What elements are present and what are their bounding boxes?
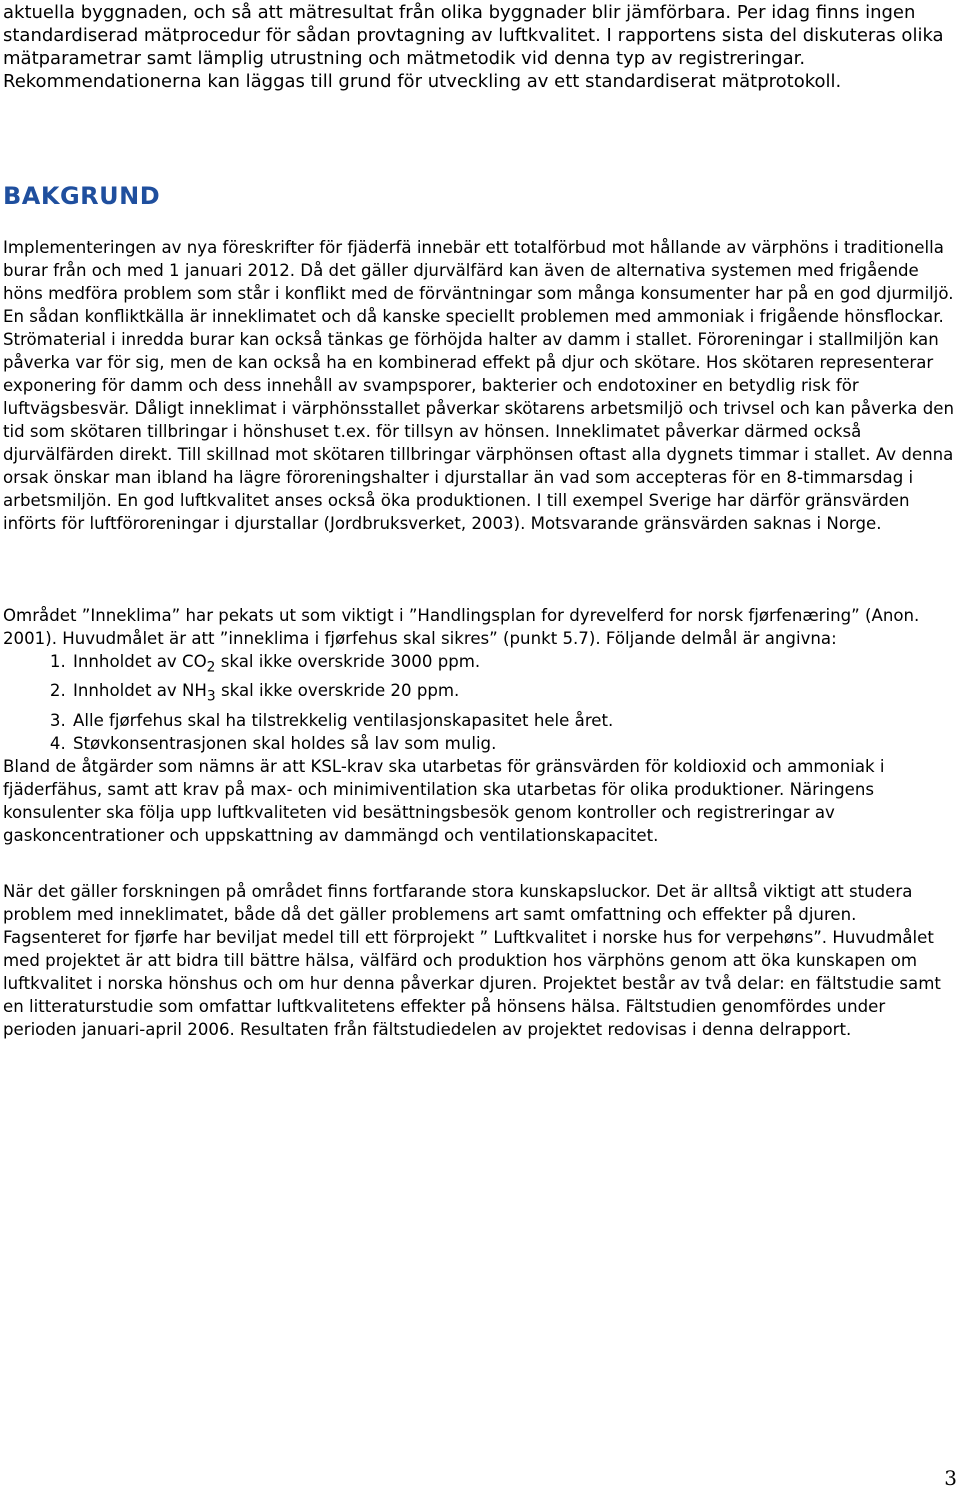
goal-item-ventilation: 3. Alle fjørfehus skal ha tilstrekkelig ventilasjonskapasitet hele året. (71, 709, 957, 732)
goal-item-dust: 4. Støvkonsentrasjonen skal holdes så lav som mulig. (71, 732, 957, 755)
research-section (3, 880, 957, 1041)
goal-item-co2: 1. Innholdet av $CO_2$ skal ikke overskride 3000 ppm. (71, 650, 957, 679)
measures-paragraph: Bland de åtgärder som nämns är att KSL-krav ska utarbetas för gränsvärden för koldioxid och ammoniak i fjäderfähus, samt att krav på max- och minimiventilation ska utarbetas för olika produktioner. Näringens konsulenter ska följa upp luftkvaliteten vid besättningsbesök genom kontroller och registreringar av gaskoncentrationer och uppskattning av dammängd och ventilationskapacitet. (3, 756, 885, 845)
page-number: 3 (944, 1466, 957, 1490)
goal-item-nh3: 2. Innholdet av $NH_3$ skal ikke overskride 20 ppm. (71, 679, 957, 708)
research-paragraph: När det gäller forskningen på området finns fortfarande stora kunskapsluckor. Det är alltså viktigt att studera problem med inneklimatet, både då det gäller problemens art samt omfattning och effekter på djuren. Fagsenteret for fjørfe har beviljat medel till ett förprojekt ” Luftkvalitet i norske hus for verpehøns”. Huvudmålet med projektet är att bidra till bättre hälsa, välfärd och produktion hos värphöns genom att öka kunskapen om luftkvalitet i norska hönshus och om hur denna påverkar djuren. Projektet består av två delar: en fältstudie samt en litteraturstudie som omfattar luftkvalitetens effekter på hönsens hälsa. Fältstudien genomfördes under perioden januari-april 2006. Resultaten från fältstudiedelen av projektet redovisas i denna delrapport. (3, 882, 941, 1039)
section-heading: BAKGRUND (3, 182, 161, 210)
goals-intro-paragraph: Området ”Inneklima” har pekats ut som viktigt i ”Handlingsplan for dyrevelferd for norsk fjørfenæring” (Anon. 2001). Huvudmålet är att ”inneklima i fjørfehus skal sikres” (punkt 5.7). Följande delmål är angivna: (3, 606, 920, 648)
intro-paragraph: aktuella byggnaden, och så att mätresultat från olika byggnader blir jämförbara. Per idag finns ingen standardiserad mätprocedur för sådan provtagning av luftkvalitet. I rapportens sista del diskuteras olika mätparametrar samt lämplig utrustning och mätmetodik vid denna typ av registreringar. Rekommendationerna kan läggas till grund för utveckling av ett standardiserat mätprotokoll. (3, 2, 944, 92)
goals-list (3, 650, 957, 755)
goals-section (3, 604, 957, 847)
background-paragraph: Implementeringen av nya föreskrifter för fjäderfä innebär ett totalförbud mot hållande av värphöns i traditionella burar från och med 1 januari 2012. Då det gäller djurvälfärd kan även de alternativa systemen med frigående höns medföra problem som står i konflikt med de förväntningar som många konsumenter har på en god djurmiljö. En sådan konfliktkälla är inneklimatet och då kanske speciellt problemen med ammoniak i frigående hönsflockar. Strömaterial i inredda burar kan också tänkas ge förhöjda halter av damm i stallet. Föroreningar i stallmiljön kan påverka var för sig, men de kan också ha en kombinerad effekt på djur och skötare. Hos skötaren representerar exponering för damm och dess innehåll av svampsporer, bakterier och endotoxiner en betydlig risk för luftvägsbesvär. Dåligt inneklimat i värphönsstallet påverkar skötarens arbetsmiljö och trivsel och kan påverka den tid som skötaren tillbringar i hönshuset t.ex. för tillsyn av hönsen. Inneklimatet påverkar därmed också djurvälfärden direkt. Till skillnad mot skötaren tillbringar värphönsen oftast alla dygnets timmar i stallet. Av denna orsak önskar man ibland ha lägre föroreningshalter i djurstallar än vad som accepteras för en 8-timmarsdag i arbetsmiljön. En god luftkvalitet anses också öka produktionen. I till exempel Sverige har därför gränsvärden införts för luftföroreningar i djurstallar (Jordbruksverket, 2003). Motsvarande gränsvärden saknas i Norge. (3, 238, 954, 533)
document-page (3, 0, 957, 1039)
background-section (3, 236, 957, 535)
